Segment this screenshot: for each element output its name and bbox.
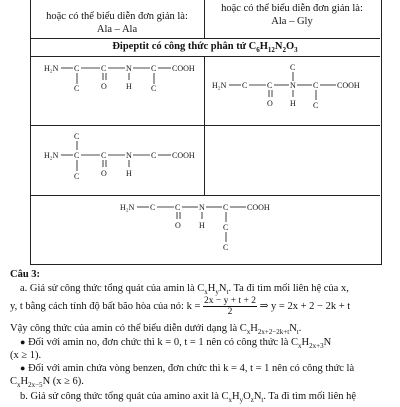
para-a-line2: y, t bằng cách tính độ bất bão hòa của nó: k = $\frac{2x - y + t + 2}{2}$ ⇒ y = 2x + 2 − 2k + t <box>10 296 351 317</box>
bullet-icon: ● <box>20 337 26 347</box>
svg-text:C: C <box>175 203 181 212</box>
structure-dipeptide-4 <box>120 198 290 264</box>
svg-text:O: O <box>175 221 181 230</box>
svg-text:N: N <box>199 203 205 212</box>
para-a-line1: a. Giả sử công thức tổng quát của amin là $C_xH_yN_t$. Ta đi tìm mối liên hệ của x, <box>20 283 349 297</box>
structure-ala-ala <box>44 60 204 120</box>
bullet-1-line2: (x ≥ 1). <box>10 350 42 361</box>
svg-text:H₂N: H₂N <box>212 81 227 90</box>
svg-text:H: H <box>199 221 205 230</box>
left-cell-text <box>30 10 204 36</box>
svg-text:COOH: COOH <box>172 151 195 160</box>
struct-label: H₂N <box>44 64 59 73</box>
svg-text:C: C <box>242 81 248 90</box>
svg-text:C: C <box>74 132 80 141</box>
svg-text:C: C <box>223 203 229 212</box>
svg-text:C: C <box>74 64 80 73</box>
svg-text:C: C <box>151 64 157 73</box>
svg-text:C: C <box>74 151 80 160</box>
header-formula: $C_6H_{12}N_2O_3$ <box>248 41 298 55</box>
right-cell-line1: hoặc có thể biểu diễn đơn giản là: <box>221 3 363 14</box>
table-row-line-3 <box>30 125 380 126</box>
table-row-line-2 <box>30 56 380 57</box>
svg-text:C: C <box>151 151 157 160</box>
bullet-1-line1: ● Đối với amin no, đơn chức thì k = 0, t = 1 nên có công thức là $C_xH_{2x+3}N$ <box>20 337 332 351</box>
svg-text:N: N <box>290 81 296 90</box>
para-a-line3: Vậy công thức của amin có thể biểu diễn dưới dạng là $C_xH_{2x+2-2k+t}N_t$. <box>10 323 302 337</box>
bullet-icon: ● <box>20 363 26 373</box>
svg-text:O: O <box>101 169 107 178</box>
svg-text:C: C <box>74 172 80 181</box>
svg-text:C: C <box>313 81 319 90</box>
svg-text:H: H <box>126 82 132 91</box>
svg-text:H₂N: H₂N <box>44 151 59 160</box>
svg-text:C: C <box>313 101 319 110</box>
svg-text:C: C <box>290 63 296 72</box>
left-cell-line1: hoặc có thể biểu diễn đơn giản là: <box>46 11 188 22</box>
svg-text:N: N <box>126 151 132 160</box>
svg-text:C: C <box>151 84 157 93</box>
svg-text:COOH: COOH <box>337 81 360 90</box>
table-row-line-4 <box>30 195 380 196</box>
bullet-2-line1: ● Đối với amin chứa vòng benzen, đơn chức thì k = 4, t = 1 nên có công thức là <box>20 363 355 374</box>
left-cell-line2: Ala – Ala <box>96 24 138 35</box>
unsaturation-fraction: $\frac{2x - y + t + 2}{2}$ <box>204 296 256 317</box>
bullet-2-line2: $C_xH_{2x-5}N$ (x ≥ 6). <box>10 376 84 390</box>
svg-text:C: C <box>74 84 80 93</box>
svg-text:N: N <box>126 64 132 73</box>
svg-text:C: C <box>150 203 156 212</box>
svg-text:H: H <box>290 99 296 108</box>
structure-ala-gly-1 <box>212 62 377 122</box>
right-cell-text <box>204 2 380 28</box>
question-title: Câu 3: <box>10 269 41 280</box>
para-b-line1: b. Giả sử công thức tổng quát của amino axit là $C_xH_yO_zN_t$. Ta đi tìm mối liên hệ <box>20 391 357 405</box>
right-cell-line2: Ala – Gly <box>271 16 313 27</box>
svg-text:O: O <box>267 99 273 108</box>
table-row-line-1 <box>30 38 380 39</box>
svg-text:C: C <box>267 81 273 90</box>
svg-text:C: C <box>101 151 107 160</box>
svg-text:O: O <box>101 82 107 91</box>
svg-text:H: H <box>126 169 132 178</box>
svg-text:COOH: COOH <box>172 64 195 73</box>
svg-text:C: C <box>223 243 229 252</box>
svg-text:C: C <box>223 223 229 232</box>
structure-ala-gly-2 <box>44 130 204 192</box>
svg-text:H₂N: H₂N <box>120 203 135 212</box>
dipeptide-header <box>30 41 380 54</box>
svg-text:COOH: COOH <box>247 203 270 212</box>
header-prefix: Đipeptit có công thức phân tử <box>112 41 249 52</box>
svg-text:C: C <box>101 64 107 73</box>
